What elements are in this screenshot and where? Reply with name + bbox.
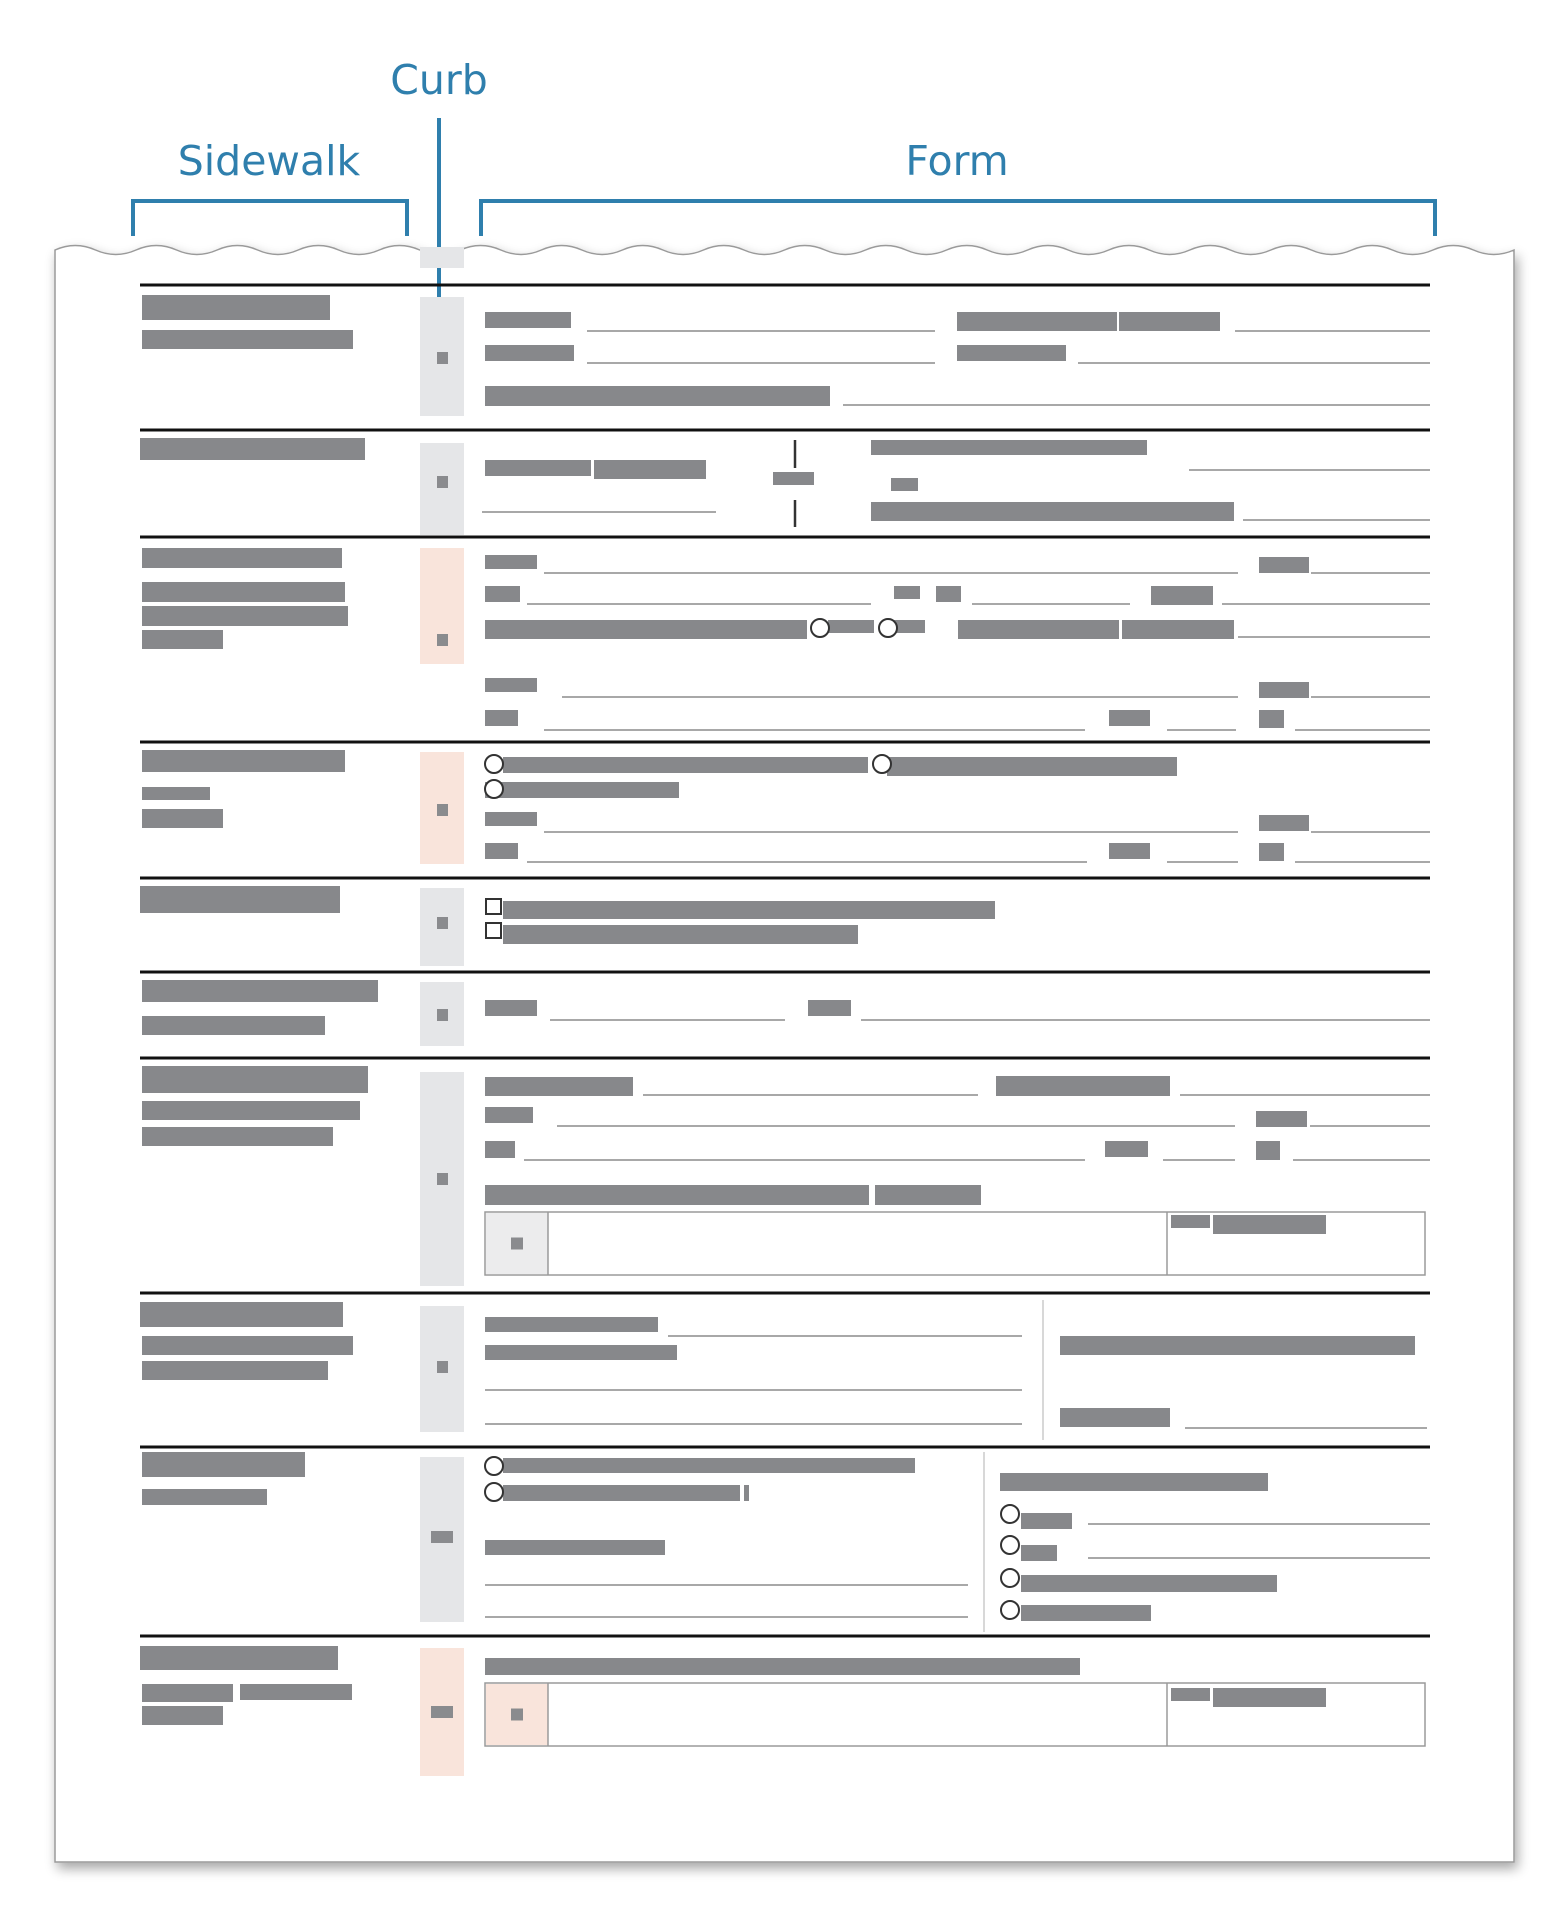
placeholder-bar	[1109, 843, 1150, 859]
radio-button	[485, 1457, 503, 1475]
radio-button	[873, 755, 891, 773]
placeholder-bar	[485, 1345, 677, 1360]
placeholder-bar	[1021, 1513, 1072, 1529]
placeholder-bar	[1060, 1408, 1170, 1427]
sidewalk-bracket	[133, 201, 407, 236]
placeholder-bar	[142, 1336, 353, 1355]
placeholder-bar	[485, 843, 518, 859]
placeholder-bar	[891, 478, 918, 491]
placeholder-bar	[485, 345, 574, 361]
placeholder-bar	[485, 1317, 658, 1332]
placeholder-bar	[1259, 710, 1284, 728]
curb-marker	[437, 634, 448, 646]
placeholder-bar	[142, 980, 378, 1002]
placeholder-bar	[1259, 557, 1309, 573]
placeholder-bar	[485, 1658, 1080, 1675]
placeholder-bar	[142, 548, 342, 568]
curb-cell	[420, 548, 464, 664]
placeholder-bar	[1021, 1575, 1277, 1592]
placeholder-bar	[485, 1107, 533, 1123]
radio-button	[485, 780, 503, 798]
placeholder-bar	[1122, 620, 1234, 639]
placeholder-bar	[957, 345, 1066, 361]
radio-button	[879, 619, 897, 637]
checkbox	[486, 899, 501, 914]
placeholder-bar	[142, 606, 348, 626]
placeholder-bar	[140, 886, 340, 913]
curb-cell	[420, 247, 464, 268]
placeholder-bar	[142, 1101, 360, 1120]
curb-marker	[437, 352, 448, 364]
curb-label: Curb	[390, 56, 488, 104]
placeholder-bar	[485, 555, 537, 569]
checkbox	[486, 923, 501, 938]
placeholder-bar	[1256, 1141, 1280, 1160]
placeholder-bar	[996, 1076, 1170, 1096]
placeholder-bar	[1119, 312, 1220, 331]
placeholder-bar	[142, 1706, 223, 1725]
placeholder-bar	[1213, 1688, 1326, 1707]
placeholder-bar	[485, 1077, 633, 1096]
placeholder-bar	[485, 1540, 665, 1555]
placeholder-bar	[485, 620, 807, 639]
placeholder-bar	[594, 460, 706, 479]
placeholder-bar	[503, 757, 868, 773]
radio-button	[485, 755, 503, 773]
placeholder-bar	[485, 460, 591, 476]
placeholder-bar	[142, 787, 210, 800]
placeholder-bar	[485, 1141, 515, 1158]
placeholder-bar	[875, 1185, 981, 1205]
radio-button	[485, 1483, 503, 1501]
sub-box-marker	[511, 1238, 523, 1250]
form-bracket	[481, 201, 1435, 236]
placeholder-bar	[958, 620, 1119, 639]
placeholder-bar	[485, 312, 571, 328]
placeholder-bar	[485, 1000, 537, 1016]
placeholder-bar	[871, 502, 1234, 521]
placeholder-bar	[1000, 1473, 1268, 1491]
curb-marker	[431, 1531, 453, 1543]
placeholder-bar	[142, 630, 223, 649]
placeholder-bar	[485, 678, 537, 692]
placeholder-bar	[1171, 1688, 1210, 1701]
placeholder-bar	[828, 620, 874, 633]
curb-marker	[437, 804, 448, 816]
placeholder-bar	[142, 1361, 328, 1380]
placeholder-bar	[503, 1485, 740, 1501]
radio-button	[1001, 1536, 1019, 1554]
placeholder-bar	[1105, 1141, 1148, 1157]
placeholder-bar	[485, 586, 520, 602]
placeholder-bar	[1021, 1605, 1151, 1621]
placeholder-bar	[1259, 815, 1309, 831]
placeholder-bar	[503, 925, 858, 944]
sub-box-marker	[511, 1709, 523, 1721]
placeholder-bar	[894, 586, 920, 599]
radio-button	[1001, 1569, 1019, 1587]
placeholder-bar	[503, 901, 995, 919]
placeholder-bar	[744, 1485, 749, 1501]
placeholder-bar	[1259, 843, 1284, 861]
placeholder-bar	[142, 1489, 267, 1505]
placeholder-bar	[957, 312, 1117, 331]
placeholder-bar	[503, 1458, 915, 1473]
sidewalk-label: Sidewalk	[177, 137, 361, 185]
placeholder-bar	[142, 1016, 325, 1035]
placeholder-bar	[142, 1684, 233, 1702]
placeholder-bar	[142, 330, 353, 349]
placeholder-bar	[1256, 1111, 1307, 1127]
placeholder-bar	[485, 782, 679, 798]
curb-marker	[437, 1361, 448, 1373]
placeholder-bar	[485, 710, 518, 726]
placeholder-bar	[142, 1452, 305, 1477]
placeholder-bar	[142, 809, 223, 828]
curb-marker	[437, 476, 448, 488]
placeholder-bar	[142, 582, 345, 602]
placeholder-bar	[140, 1646, 338, 1670]
placeholder-bar	[871, 440, 1147, 455]
placeholder-bar	[240, 1684, 352, 1700]
curb-marker	[437, 1173, 448, 1185]
placeholder-bar	[936, 586, 961, 602]
radio-button	[1001, 1601, 1019, 1619]
placeholder-bar	[140, 438, 365, 460]
placeholder-bar	[142, 750, 345, 772]
radio-button	[811, 619, 829, 637]
placeholder-bar	[1151, 586, 1213, 605]
curb-marker	[437, 917, 448, 929]
paper-sheet	[55, 246, 1514, 1863]
radio-button	[1001, 1505, 1019, 1523]
placeholder-bar	[1259, 682, 1309, 698]
placeholder-bar	[142, 1066, 368, 1093]
placeholder-bar	[485, 812, 537, 826]
placeholder-bar	[142, 295, 330, 320]
placeholder-bar	[808, 1000, 851, 1016]
placeholder-bar	[485, 386, 830, 406]
placeholder-bar	[1021, 1545, 1057, 1561]
placeholder-bar	[140, 1302, 343, 1327]
form-label: Form	[905, 137, 1009, 185]
placeholder-bar	[142, 1127, 333, 1146]
placeholder-bar	[1213, 1215, 1326, 1234]
placeholder-bar	[485, 1185, 869, 1205]
placeholder-bar	[773, 472, 814, 485]
curb-cell	[420, 443, 464, 535]
curb-marker	[431, 1706, 453, 1718]
placeholder-bar	[887, 757, 1177, 776]
curb-marker	[437, 1009, 448, 1021]
placeholder-bar	[1109, 710, 1150, 726]
placeholder-bar	[1060, 1336, 1415, 1355]
placeholder-bar	[1171, 1215, 1210, 1228]
